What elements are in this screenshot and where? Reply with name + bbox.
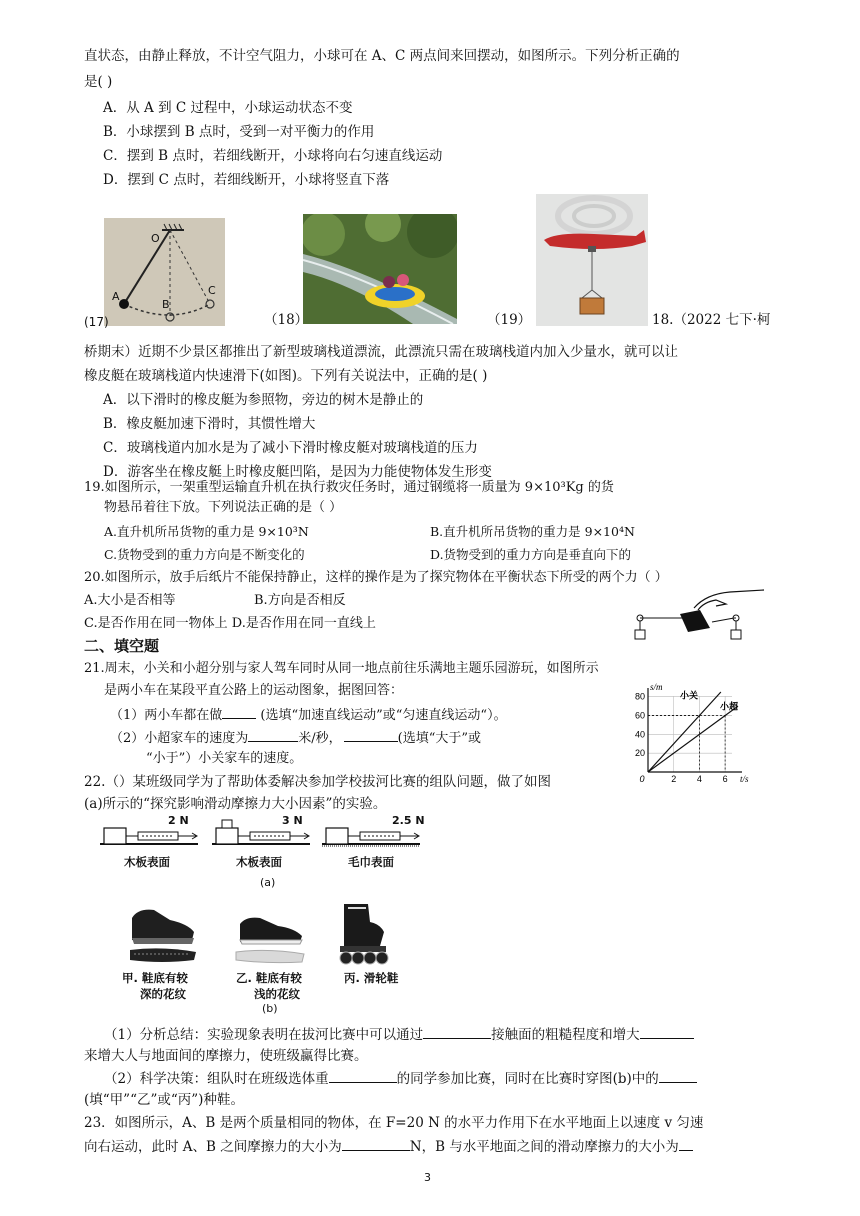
q22-sub1 bbox=[104, 1024, 694, 1045]
figure-label-a: (a) bbox=[260, 876, 276, 889]
q18-line2: 橡皮艇在玻璃栈道内快速滑下(如图)。下列有关说法中，正确的是( ) bbox=[84, 368, 488, 384]
page-number: 3 bbox=[424, 1171, 431, 1184]
q21-blank-2[interactable] bbox=[248, 727, 298, 742]
q19-line1: 19.如图所示，一架重型运输直升机在执行救灾任务时，通过钢缆将一质量为 9×10³Kg 的货 bbox=[84, 480, 614, 495]
shoe-label-jia: 甲. 鞋底有较 bbox=[122, 971, 188, 985]
q22-sub2-text-a: （2）科学决策：组队时在班级选体重 bbox=[104, 1071, 329, 1087]
card-balance-figure bbox=[632, 588, 766, 646]
q19-option-a: A.直升机所吊货物的重力是 9×10³N bbox=[104, 524, 309, 539]
section-title-fill-in: 二、填空题 bbox=[84, 637, 160, 655]
q20-option-a: A.大小是否相等 bbox=[84, 593, 176, 608]
pendulum-label-a: A bbox=[112, 290, 120, 303]
chart-x-tick-label: 2 bbox=[671, 774, 677, 784]
chart-series-label-xiaoguan: 小关 bbox=[680, 691, 699, 702]
q22-sub2-text-b: 的同学参加比赛，同时在比赛时穿图(b)中的 bbox=[396, 1071, 659, 1087]
chart-series-line-1 bbox=[648, 706, 738, 772]
pendulum-label-c: C bbox=[208, 284, 216, 297]
q23-blank-1[interactable] bbox=[342, 1136, 410, 1151]
shoe-label-jia-2: 深的花纹 bbox=[140, 987, 186, 1001]
q16-option-a: A．从 A 到 C 过程中，小球运动状态不变 bbox=[103, 100, 353, 116]
q16-line1: 直状态，由静止释放，不计空气阻力，小球可在 A、C 两点间来回摆动，如图所示。下列分析正确的 bbox=[84, 48, 680, 64]
q21-blank-1[interactable] bbox=[222, 704, 256, 719]
shoe-label-yi: 乙. 鞋底有较 bbox=[236, 971, 302, 985]
q20-line1: 20.如图所示，放手后纸片不能保持静止，这样的操作是为了探究物体在平衡状态下所受的两个力（ ） bbox=[84, 570, 668, 585]
q23-blank-2[interactable] bbox=[679, 1136, 693, 1151]
chart-x-tick-label: 0 bbox=[639, 774, 645, 784]
q22-blank-2[interactable] bbox=[640, 1024, 694, 1039]
q16-option-c: C．摆到 B 点时，若细线断开，小球将向右匀速直线运动 bbox=[103, 148, 443, 164]
chart-y-tick-label: 60 bbox=[634, 710, 645, 721]
q19-line2: 物悬吊着往下放。下列说法正确的是（ ） bbox=[104, 500, 343, 515]
q21-sub1 bbox=[110, 704, 507, 726]
q23-line1: 23．如图所示，A、B 是两个质量相同的物体，在 F=20 N 的水平力作用下在水平地面上以速度 v 匀速 bbox=[84, 1115, 704, 1131]
chart-x-tick-label: 6 bbox=[722, 774, 728, 784]
figure-label-b: (b) bbox=[262, 1002, 278, 1015]
q19-option-d: D.货物受到的重力方向是垂直向下的 bbox=[430, 547, 632, 562]
q20-options-cd: C.是否作用在同一物体上 D.是否作用在同一直线上 bbox=[84, 616, 376, 631]
q22-sub2-line2: (填“甲”“乙”或“丙”)种鞋。 bbox=[84, 1092, 244, 1108]
figure-label-17: (17) bbox=[84, 315, 109, 329]
q19-option-b: B.直升机所吊货物的重力是 9×10⁴N bbox=[430, 524, 635, 539]
q22-line1: 22.（）某班级同学为了帮助体委解决参加学校拔河比赛的组队问题，做了如图 bbox=[84, 774, 551, 790]
helicopter-photo bbox=[536, 194, 648, 326]
pendulum-figure bbox=[104, 218, 225, 326]
friction-experiment-figure bbox=[100, 814, 430, 892]
q18-option-a: A．以下滑时的橡皮艇为参照物，旁边的树木是静止的 bbox=[103, 392, 424, 408]
q21-sub1-text-b: (选填“加速直线运动”或“匀速直线运动“）。 bbox=[256, 708, 507, 723]
chart-x-tick-label: 4 bbox=[696, 774, 702, 784]
surface-label-3: 毛巾表面 bbox=[348, 855, 394, 869]
q22-line2: (a)所示的“探究影响滑动摩擦力大小因素”的实验。 bbox=[84, 796, 387, 812]
q23-line2 bbox=[84, 1136, 693, 1157]
figure-label-19: （19） bbox=[487, 312, 532, 328]
q21-line2: 是两小车在某段平直公路上的运动图象，据图回答： bbox=[104, 683, 404, 698]
q23-line2-text-b: N，B 与水平地面之间的滑动摩擦力的大小为 bbox=[409, 1139, 679, 1155]
shoe-label-bing: 丙. 滑轮鞋 bbox=[344, 971, 399, 985]
q16-option-d: D．摆到 C 点时，若细线断开，小球将竖直下落 bbox=[103, 172, 390, 188]
force-label-1: 2 N bbox=[168, 814, 189, 827]
figure-label-18: （18） bbox=[264, 312, 309, 328]
q18-option-d: D．游客坐在橡皮艇上时橡皮艇凹陷，是因为力能使物体发生形变 bbox=[103, 464, 492, 480]
q16-option-b: B．小球摆到 B 点时，受到一对平衡力的作用 bbox=[103, 124, 375, 140]
q21-sub2-text-c: (选填“大于”或 bbox=[397, 731, 482, 746]
chart-y-tick-label: 20 bbox=[634, 748, 645, 759]
q23-line2-text-a: 向右运动，此时 A、B 之间摩擦力的大小为 bbox=[84, 1139, 342, 1155]
chart-x-axis-label: t/s bbox=[740, 774, 749, 784]
q18-option-c: C．玻璃栈道内加水是为了减小下滑时橡皮艇对玻璃栈道的压力 bbox=[103, 440, 478, 456]
motion-chart bbox=[618, 680, 750, 784]
pendulum-label-b: B bbox=[162, 298, 170, 311]
q22-sub1-text-b: 接触面的粗糙程度和增大 bbox=[491, 1027, 640, 1043]
shoe-label-yi-2: 浅的花纹 bbox=[254, 987, 300, 1001]
q22-sub2 bbox=[104, 1068, 697, 1089]
q21-blank-3[interactable] bbox=[344, 727, 398, 742]
chart-y-tick-label: 80 bbox=[634, 691, 645, 702]
q21-sub2-text-a: （2）小超家车的速度为 bbox=[110, 731, 249, 746]
q22-sub1-text-a: （1）分析总结：实验现象表明在拔河比赛中可以通过 bbox=[104, 1027, 424, 1043]
shoes-figure bbox=[118, 898, 418, 1016]
q21-sub2-text-b: 米/秒， bbox=[298, 731, 342, 746]
pendulum-label-o: O bbox=[151, 232, 160, 245]
q18-line1: 桥期末）近期不少景区都推出了新型玻璃栈道漂流，此漂流只需在玻璃栈道内加入少量水，就可以让 bbox=[84, 344, 678, 360]
q18-option-b: B．橡皮艇加速下滑时，其惯性增大 bbox=[103, 416, 316, 432]
q22-sub1-line2: 来增大人与地面间的摩擦力，使班级赢得比赛。 bbox=[84, 1048, 368, 1064]
q21-sub1-text-a: （1）两小车都在做 bbox=[110, 708, 223, 723]
chart-y-tick-label: 40 bbox=[634, 729, 645, 740]
q18-heading: 18.（2022 七下·柯 bbox=[652, 312, 771, 328]
q21-sub2 bbox=[110, 727, 481, 749]
q22-blank-4[interactable] bbox=[659, 1068, 697, 1083]
q19-option-c: C.货物受到的重力方向是不断变化的 bbox=[104, 547, 305, 562]
surface-label-1: 木板表面 bbox=[124, 855, 170, 869]
force-label-3: 2.5 N bbox=[392, 814, 425, 827]
chart-series-line-0 bbox=[648, 692, 721, 772]
glass-slide-photo bbox=[303, 214, 457, 324]
chart-series-label-xiaochao: 小超 bbox=[720, 702, 739, 713]
surface-label-2: 木板表面 bbox=[236, 855, 282, 869]
force-label-2: 3 N bbox=[282, 814, 303, 827]
q22-blank-1[interactable] bbox=[423, 1024, 491, 1039]
q20-option-b: B.方向是否相反 bbox=[254, 593, 346, 608]
chart-y-axis-label: s/m bbox=[650, 682, 663, 692]
q16-line2: 是( ) bbox=[84, 74, 113, 90]
q21-sub2-line2: “小于”）小关家车的速度。 bbox=[146, 751, 303, 766]
q22-blank-3[interactable] bbox=[329, 1068, 397, 1083]
q21-line1: 21.周末，小关和小超分别与家人驾车同时从同一地点前往乐满地主题乐园游玩，如图所示 bbox=[84, 661, 599, 676]
